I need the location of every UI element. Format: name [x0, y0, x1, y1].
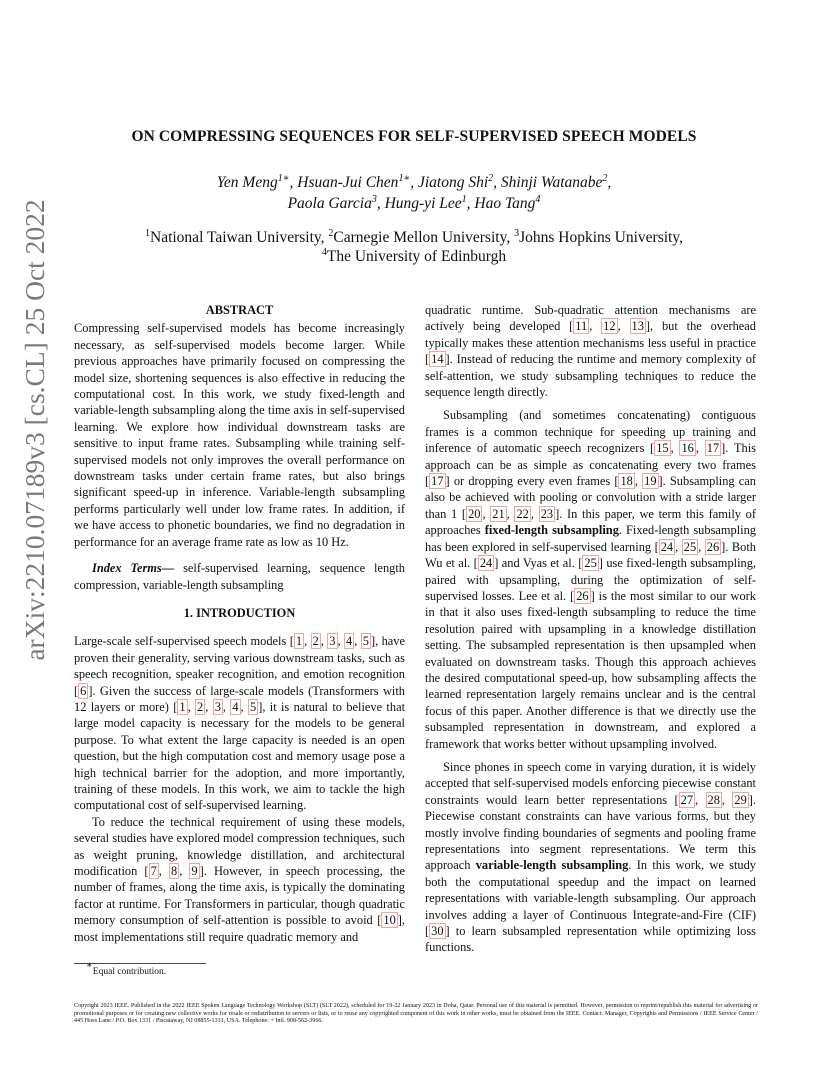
- abstract-text: Compressing self-supervised models has become increasingly necessary, as self-supervised models become larger. While previous approaches have primarily focused on compressing the model size, shortening sequences is also effective in reducing the computational cost. In this work, we study fixed-length and variable-length subsampling along the time axis in self-supervised learning. We explore how individual downstream tasks are sensitive to input frame rates. Subsampling while training self-supervised models not only improves the overall performance on downstream tasks under certain frame rates, but also brings significant speed-up in inference. Variable-length subsampling performs particularly well under low frame rates. In addition, if we have access to phonetic boundaries, we find no degradation in performance for an average frame rate as low as 10 Hz.: [74, 321, 405, 549]
- author-line-2: Paola Garcia$^3$, Hung-yi Lee$^1$, Hao Tang$^4$: [287, 194, 541, 212]
- citation-link[interactable]: 10: [383, 913, 396, 928]
- author-list: [0, 172, 828, 214]
- citation-link[interactable]: 22: [516, 506, 529, 521]
- citation-link[interactable]: 27: [680, 792, 694, 807]
- paper-title: ON COMPRESSING SEQUENCES FOR SELF-SUPERVISED SPEECH MODELS: [131, 128, 697, 145]
- citation-link[interactable]: 7: [150, 864, 157, 878]
- intro-paragraph-1: Large-scale self-supervised speech models [ 1 , 2 , 3 , 4 , 5 ], have proven their generality, serving various downstream tasks, such as speech recognition, speaker recognition, and emotion recognition [ 6 ]. Given the success of large-scale models (Transformers with 12 layers or more) [ 1 , 2 , 3 , 4 , 5 ], it is natural to believe that large model capacity is necessary for the models to be general purpose. To what extent the large capacity is needed is an open question, but the high computation cost and memory usage pose a high technical barrier for the adoption, and more importantly, training of these models. In this work, we aim to tackle the high computational cost of self-supervised learning.: [74, 634, 406, 813]
- citation-link[interactable]: 14: [431, 352, 444, 367]
- intro-paragraph-4: Since phones in speech come in varying duration, it is widely accepted that self-supervised models enforcing piecewise constant constraints would learn better representations [ 27 , 28 , 29 ]. Piecewise constant constraints can have various forms, but they mostly involve finding boundaries of segments and pooling frame representations into segment representations. We term this approach variable-length subsampling. In this work, we study both the computational speedup and the impact on learned representations with variable-length subsampling. Our approach involves adding a layer of Continuous Integrate-and-Fire (CIF) [ 30 ] to learn subsampled representation while optimizing loss functions.: [425, 759, 757, 955]
- citation-link[interactable]: 5: [362, 634, 369, 649]
- citation-link[interactable]: 9: [191, 864, 198, 878]
- footnote: [86, 960, 167, 977]
- author-affiliation-mark: 1∗: [398, 173, 411, 184]
- introduction-heading: 1. INTRODUCTION: [183, 605, 296, 620]
- author-affiliation-mark: 2: [602, 173, 608, 184]
- key-term: fixed-length subsampling: [484, 523, 619, 538]
- author-line-1: Yen Meng$^{1∗}$, Hsuan-Jui Chen$^{1∗}$, Jiatong Shi$^2$, Shinji Watanabe$^2$,: [216, 173, 612, 191]
- author-name: Yen Meng: [216, 174, 278, 191]
- citation-link[interactable]: 2: [312, 634, 319, 649]
- citation-link[interactable]: 2: [197, 699, 204, 714]
- author-name: Hsuan-Jui Chen: [297, 174, 399, 191]
- affiliation-mark: 4: [321, 247, 327, 258]
- author-name: Shinji Watanabe: [500, 174, 603, 191]
- affiliation-mark: 3: [514, 228, 520, 239]
- citation-link[interactable]: 15: [656, 441, 669, 456]
- author-affiliation-mark: 2: [488, 173, 494, 184]
- affiliation-line-1: [0, 228, 828, 247]
- arxiv-identifier: arXiv:2210.07189v3 [cs.CL] 25 Oct 2022: [19, 199, 50, 661]
- citation-link[interactable]: 23: [540, 506, 554, 521]
- citation-link[interactable]: 26: [706, 539, 720, 554]
- citation-link[interactable]: 1: [179, 699, 186, 714]
- citation-link[interactable]: 25: [584, 556, 597, 571]
- citation-link[interactable]: 11: [575, 319, 588, 334]
- abstract-heading: ABSTRACT: [205, 303, 274, 317]
- citation-link[interactable]: 24: [479, 556, 493, 571]
- citation-link[interactable]: 13: [631, 319, 644, 334]
- affiliation: National Taiwan University,: [150, 229, 325, 246]
- index-terms-label: Index Terms—: [92, 561, 175, 576]
- citation-link[interactable]: 16: [681, 441, 694, 456]
- right-column: [425, 302, 756, 956]
- intro-paragraph-2: To reduce the technical requirement of using these models, several studies have explored model compression techniques, such as weight pruning, knowledge distillation, and architectural modification [ 7 , 8 , 9 ]. However, in speech processing, the number of frames, along the time axis, is typically the dominating factor at runtime. For Transformers in particular, though quadratic memory consumption of self-attention is possible to avoid [ 10 ], most implementations still require quadratic memory and: [74, 814, 405, 944]
- author-name: Paola Garcia: [287, 195, 372, 212]
- affiliation: The University of Edinburgh: [326, 248, 507, 265]
- citation-link[interactable]: 17: [706, 441, 720, 456]
- citation-link[interactable]: 3: [214, 699, 221, 714]
- citation-link[interactable]: 28: [707, 792, 720, 807]
- citation-link[interactable]: 4: [232, 699, 239, 714]
- intro-paragraph-3: Subsampling (and sometimes concatenating) contiguous frames is a common technique for speeding up training and inference of automatic speech recognizers [ 15 , 16 , 17 ]. This approach can be as simple as concatenating every two frames [ 17 ] or dropping every even frames [ 18 , 19 ]. Subsampling can also be achieved with pooling or convolution with a stride larger than 1 [ 20 , 21 , 22 , 23 ]. In this paper, we term this family of approaches fixed-length subsampling. Fixed-length subsampling has been explored in self-supervised learning [ 24 , 25 , 26 ]. Both Wu et al. [ 24 ] and Vyas et al. [ 25 ] use fixed-length subsampling, paired with upsampling, during the optimization of self-supervised losses. Lee et al. [ 26 ] is the most similar to our work in that it also uses fixed-length subsampling to reduce the time resolution paired with upsampling in a knowledge distillation setting. The subsampled representation is then upsampled when evaluated on downstream tasks. Though this approach achieves the desired computational speed-up, how subsampling affects the learned representation largely remains unclear and is the central focus of this paper. Another difference is that we directly use the subsampled representation in downstream, and explored a framework that works better without upsampling involved.: [425, 408, 757, 751]
- citation-link[interactable]: 26: [576, 588, 589, 603]
- citation-link[interactable]: 30: [431, 924, 444, 939]
- author-name: Jiatong Shi: [417, 174, 489, 191]
- left-column: [74, 302, 405, 945]
- citation-link[interactable]: 25: [683, 539, 697, 554]
- citation-link[interactable]: 21: [492, 506, 505, 521]
- affiliation: Carnegie Mellon University,: [333, 229, 511, 246]
- affiliation: Johns Hopkins University,: [519, 229, 683, 246]
- citation-link[interactable]: 18: [620, 474, 633, 489]
- citation-link[interactable]: 3: [329, 634, 336, 649]
- author-affiliation-mark: 1∗: [277, 173, 290, 184]
- footnote-text: Equal contribution.: [92, 967, 167, 977]
- key-term: variable-length subsampling: [475, 858, 629, 873]
- citation-link[interactable]: 6: [80, 683, 87, 698]
- index-terms: [74, 560, 405, 593]
- citation-link[interactable]: 1: [295, 634, 303, 649]
- citation-link[interactable]: 24: [660, 539, 674, 554]
- copyright-notice: Copyright 2023 IEEE. Published in the 2022 IEEE Spoken Language Technology Workshop (SLT) (SLT 2022), scheduled for 19-22 January 2023 in Doha, Qatar. Personal use of this material is permitted. However, permission to reprint/republish this material for advertising or promotional purposes or for creating new collective works for resale or redistribution to servers or lists, or to reuse any copyrighted component of this work in other works, must be obtained from the IEEE. Contact: Manager, Copyrights and Permissions / IEEE Service Center / 445 Hoes Lane / P.O. Box 1331 / Piscataway, NJ 08855-1331, USA. Telephone: + Intl. 908-562-3966.: [74, 1003, 758, 1025]
- author-affiliation-mark: 3: [371, 194, 377, 205]
- affiliation-mark: 2: [328, 228, 334, 239]
- intro-paragraph-2-continued: quadratic runtime. Sub-quadratic attention mechanisms are actively being developed [ 11 , 12 , 13 ], but the overhead typically makes these attention mechanisms less useful in practice [ 14 ]. Instead of reducing the runtime and memory complexity of self-attention, we study subsampling techniques to reduce the sequence length directly.: [425, 303, 757, 400]
- author-affiliation-mark: 1: [461, 194, 467, 205]
- citation-link[interactable]: 29: [734, 792, 747, 807]
- citation-link[interactable]: 4: [346, 634, 353, 649]
- citation-link[interactable]: 19: [644, 474, 657, 489]
- footnote-mark: ∗: [86, 960, 93, 971]
- author-affiliation-mark: 4: [535, 194, 541, 205]
- citation-link[interactable]: 8: [170, 864, 178, 878]
- author-name: Hao Tang: [474, 195, 536, 212]
- author-name: Hung-yi Lee: [384, 195, 462, 212]
- citation-link[interactable]: 12: [603, 319, 616, 334]
- affiliation-mark: 1: [145, 228, 150, 239]
- footnote-rule: [74, 963, 206, 964]
- affiliation-list: [0, 228, 828, 266]
- citation-link[interactable]: 20: [468, 506, 481, 521]
- citation-link[interactable]: 17: [431, 474, 444, 489]
- citation-link[interactable]: 5: [250, 699, 257, 714]
- affiliation-line-2: [0, 247, 828, 266]
- index-terms-text: self-supervised learning, sequence length compression, variable-length subsampling: [74, 561, 405, 592]
